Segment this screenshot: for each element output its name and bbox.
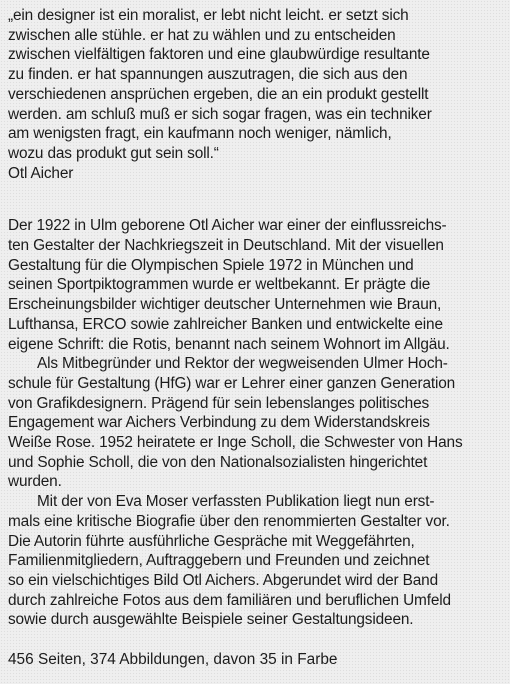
bio-line: Der 1922 in Ulm geborene Otl Aicher war einer der einflussreichs-: [8, 217, 447, 235]
bio-paragraph-2: [8, 354, 502, 492]
bio-line: von Grafikdesignern. Prägend für sein lebenslanges politisches: [8, 394, 430, 412]
quote-line: verschiedenen ansprüchen ergeben, die an ein produkt gestellt: [8, 85, 429, 103]
bio-paragraph-1: [8, 216, 502, 354]
designer-quote: [8, 6, 502, 183]
bio-line: Weiße Rose. 1952 heiratete er Inge Scholl, die Schwester von Hans: [8, 434, 463, 452]
bio-line: wurden.: [8, 473, 62, 491]
bio-line: sowie durch ausgewählte Beispiele seiner Gestaltungsideen.: [8, 611, 414, 629]
bio-line: Als Mitbegründer und Rektor der wegweisenden Ulmer Hoch-: [37, 355, 448, 373]
bio-line: Engagement war Aichers Verbindung zu dem Widerstandskreis: [8, 414, 430, 432]
bio-line: seinen Sportpiktogrammen wurde er weltbekannt. Er prägte die: [8, 276, 431, 294]
bio-line: und Sophie Scholl, die von den Nationalsozialisten hingerichtet: [8, 453, 428, 471]
bio-line: mals eine kritische Biografie über den renommierten Gestalter vor.: [8, 512, 450, 530]
bio-line: Die Autorin führte ausführliche Gespräche mit Weggefährten,: [8, 532, 415, 550]
book-facts: 456 Seiten, 374 Abbildungen, davon 35 in Farbe: [8, 651, 338, 669]
quote-author: Otl Aicher: [8, 164, 74, 182]
bio-line: so ein vielschichtiges Bild Otl Aichers. Abgerundet wird der Band: [8, 571, 438, 589]
quote-line: zwischen vielfältigen faktoren und eine glaubwürdige resultante: [8, 46, 430, 64]
bio-line: Lufthansa, ERCO sowie zahlreicher Banken und entwickelte eine: [8, 315, 443, 333]
book-blurb: [8, 6, 502, 670]
bio-line: eigene Schrift: die Rotis, benannt nach seinem Wohnort im Allgäu.: [8, 335, 450, 353]
bio-paragraph-3: [8, 492, 502, 630]
bio-line: Erscheinungsbilder wichtiger deutscher Unternehmen wie Braun,: [8, 296, 442, 314]
quote-line: zwischen alle stühle. er hat zu wählen und zu entscheiden: [8, 26, 396, 44]
bio-line: durch zahlreiche Fotos aus dem familiären und beruflichen Umfeld: [8, 591, 451, 609]
quote-line: werden. am schluß muß er sich sogar fragen, was ein techniker: [8, 105, 432, 123]
quote-line: am wenigsten fragt, ein kaufmann noch weniger, nämlich,: [8, 125, 392, 143]
biography-text: [8, 216, 502, 630]
quote-line: wozu das produkt gut sein soll.“: [8, 144, 219, 162]
bio-line: Mit der von Eva Moser verfassten Publikation liegt nun erst-: [37, 493, 435, 511]
quote-line: „ein designer ist ein moralist, er lebt nicht leicht. er setzt sich: [8, 7, 409, 24]
bio-line: Gestaltung für die Olympischen Spiele 1972 in München und: [8, 256, 414, 274]
bio-line: ten Gestalter der Nachkriegszeit in Deutschland. Mit der visuellen: [8, 237, 444, 255]
quote-line: zu finden. er hat spannungen auszutragen, die sich aus den: [8, 66, 408, 84]
bio-line: schule für Gestaltung (HfG) war er Lehrer einer ganzen Generation: [8, 374, 456, 392]
bio-line: Familienmitgliedern, Auftraggebern und Freunden und zeichnet: [8, 552, 430, 570]
